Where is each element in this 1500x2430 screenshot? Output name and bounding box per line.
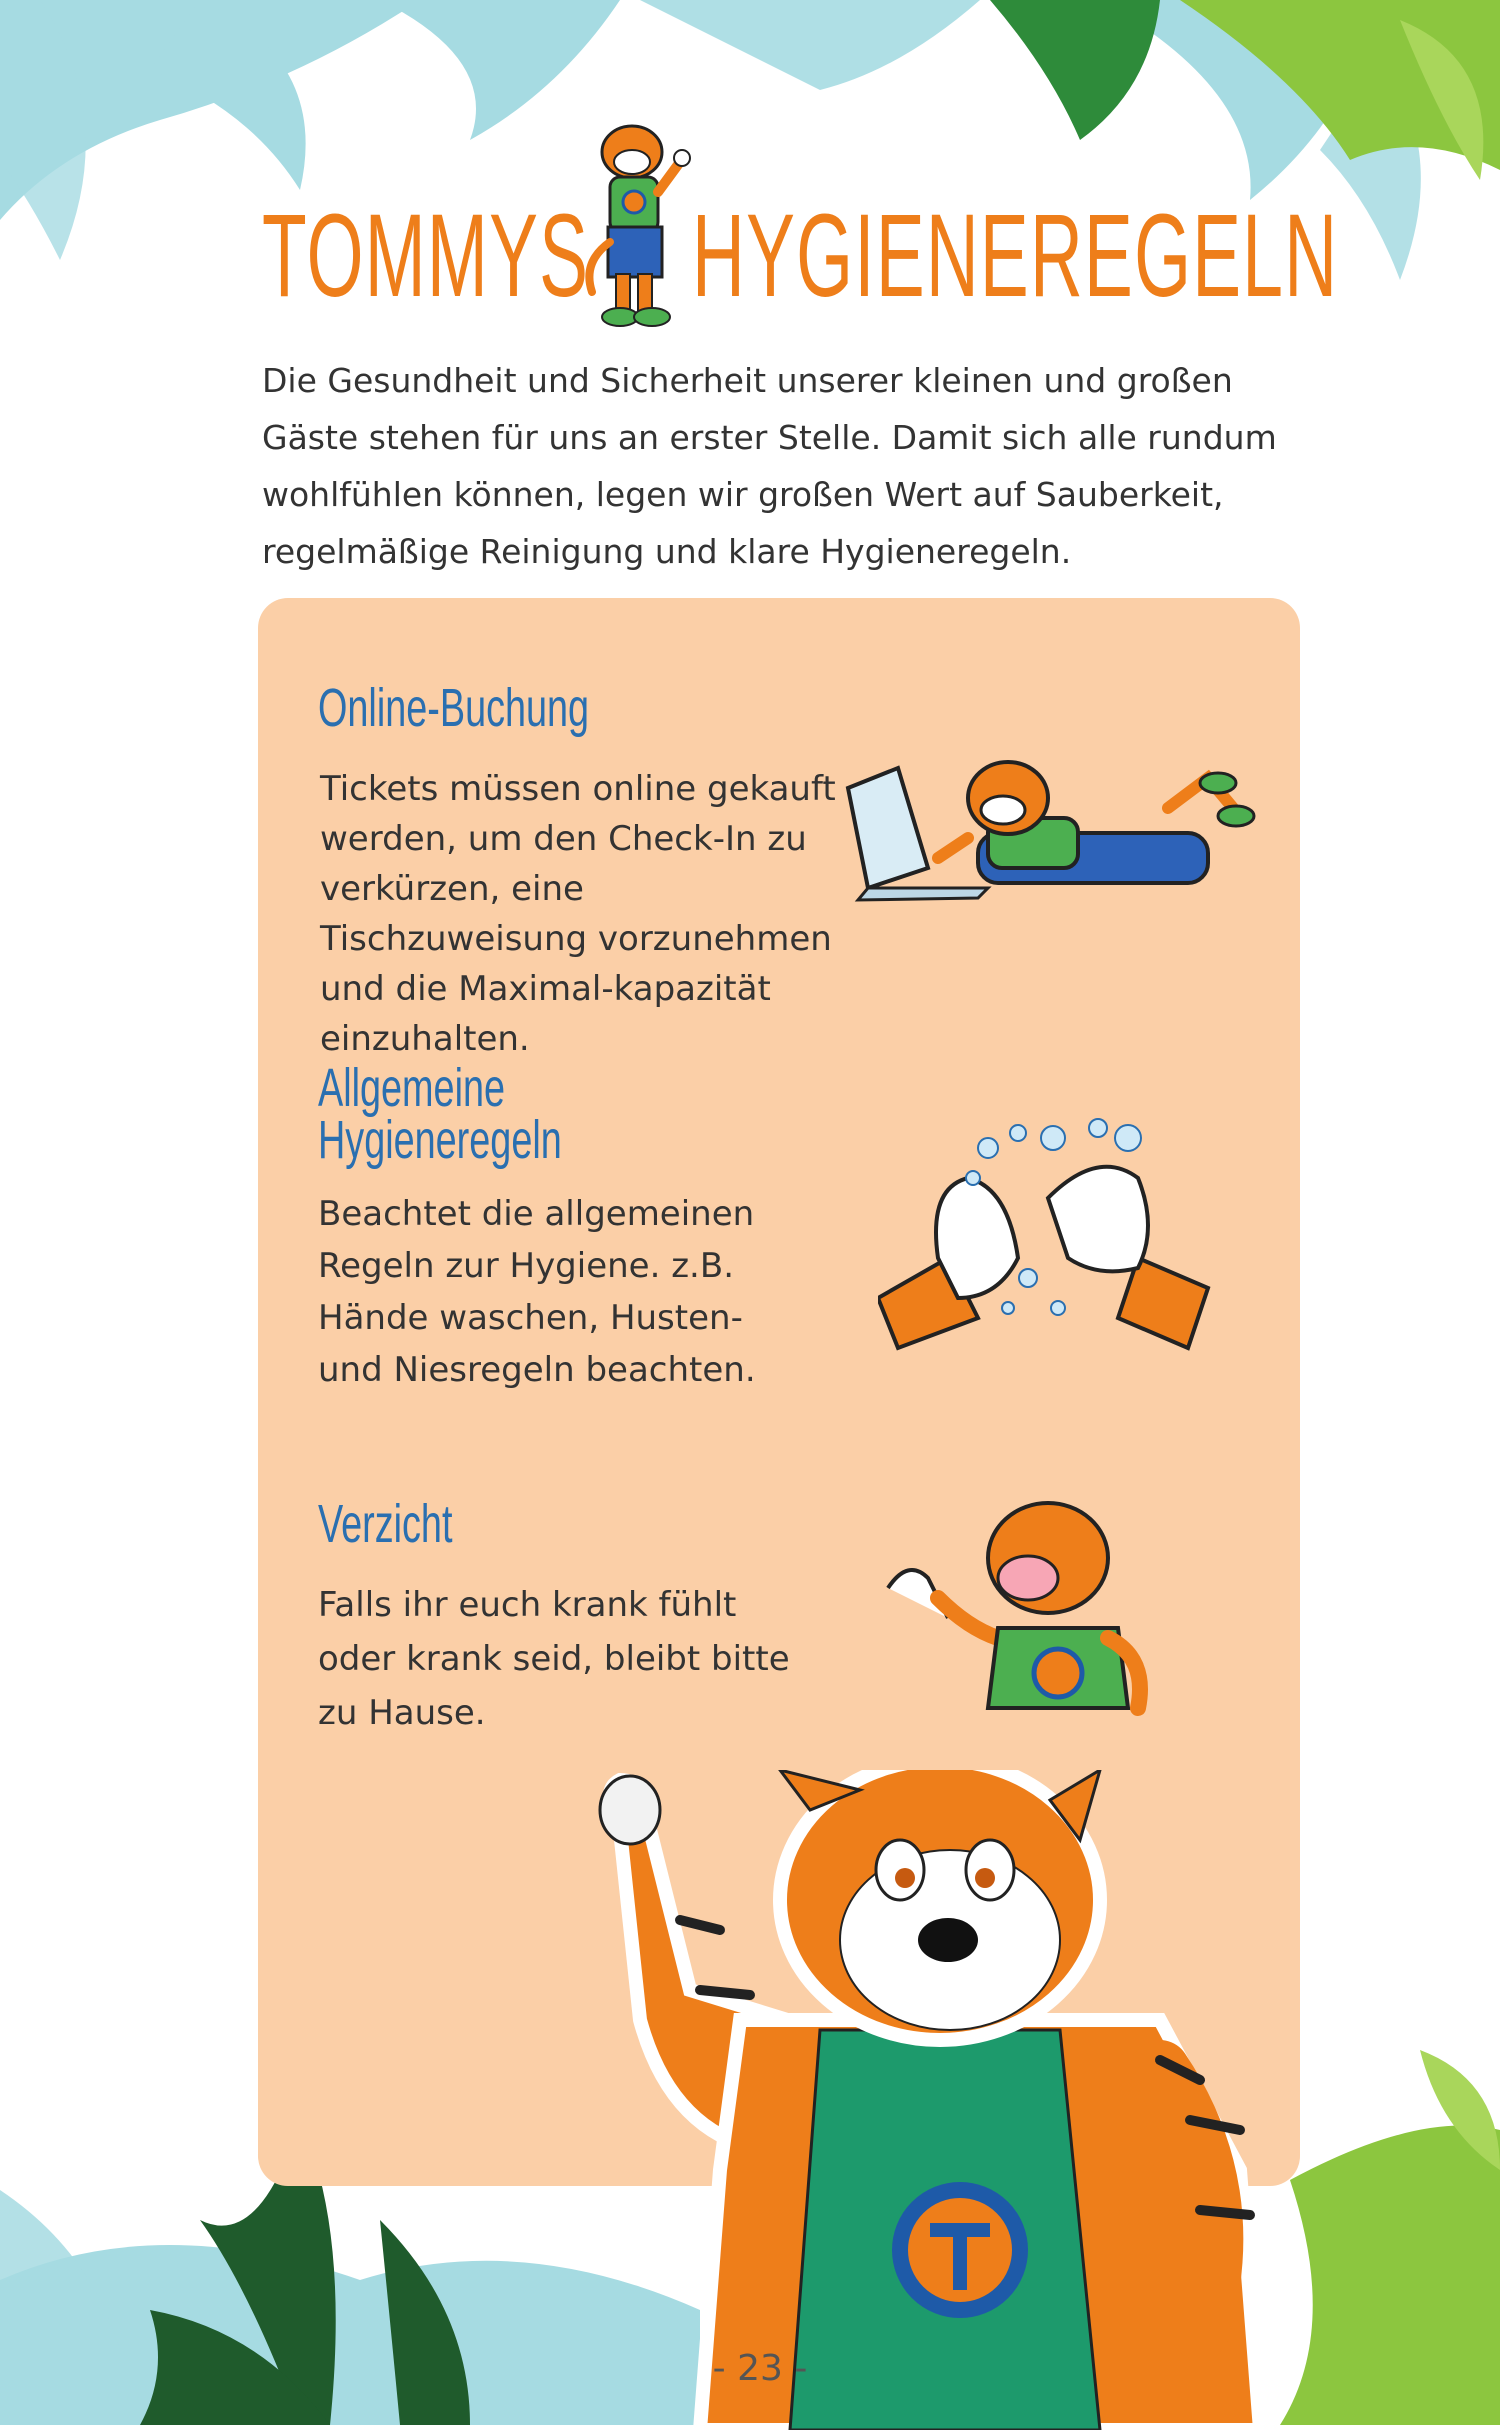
section-text-allgemeine-hygieneregeln: Beachtet die allgemeinen Regeln zur Hygiene. z.B. Hände waschen, Husten- und Niesregeln beachten. (318, 1194, 756, 1390)
section-heading-online-buchung: Online-Buchung (318, 678, 590, 738)
section-text-online-buchung: Tickets müssen online gekauft werden, um den Check-In zu verkürzen, eine Tischzuweisung vorzunehmen und die Maximal-kapazität einzuhalten. (320, 769, 836, 1059)
section-heading-allgemeine-line1: Allgemeine (318, 1058, 506, 1118)
page-title (262, 172, 1339, 342)
tiger-laptop-illustration-icon (838, 738, 1258, 908)
title-word-tommys: TOMMYS (262, 190, 590, 322)
section-heading-hygieneregeln-line2: Hygieneregeln (318, 1110, 562, 1170)
tiger-mascot-small-icon (572, 122, 702, 332)
section-text-verzicht: Falls ihr euch krank fühlt oder krank seid, bleibt bitte zu Hause. (318, 1585, 790, 1733)
tiger-mascot-costume-illustration (560, 1770, 1320, 2430)
section-heading-verzicht: Verzicht (318, 1494, 453, 1554)
sick-tiger-illustration-icon (878, 1478, 1198, 1718)
intro-paragraph: Die Gesundheit und Sicherheit unserer kleinen und großen Gäste stehen für uns an erster Stelle. Damit sich alle rundum wohlfühlen können, legen wir großen Wert auf Sauberkeit, regelmäßige Reinigung und klare Hygieneregeln. (262, 361, 1277, 571)
page-number: - 23 - (712, 2348, 808, 2389)
title-word-hygieneregeln: HYGIENEREGELN (692, 190, 1339, 322)
hand-washing-illustration-icon (878, 1108, 1258, 1368)
